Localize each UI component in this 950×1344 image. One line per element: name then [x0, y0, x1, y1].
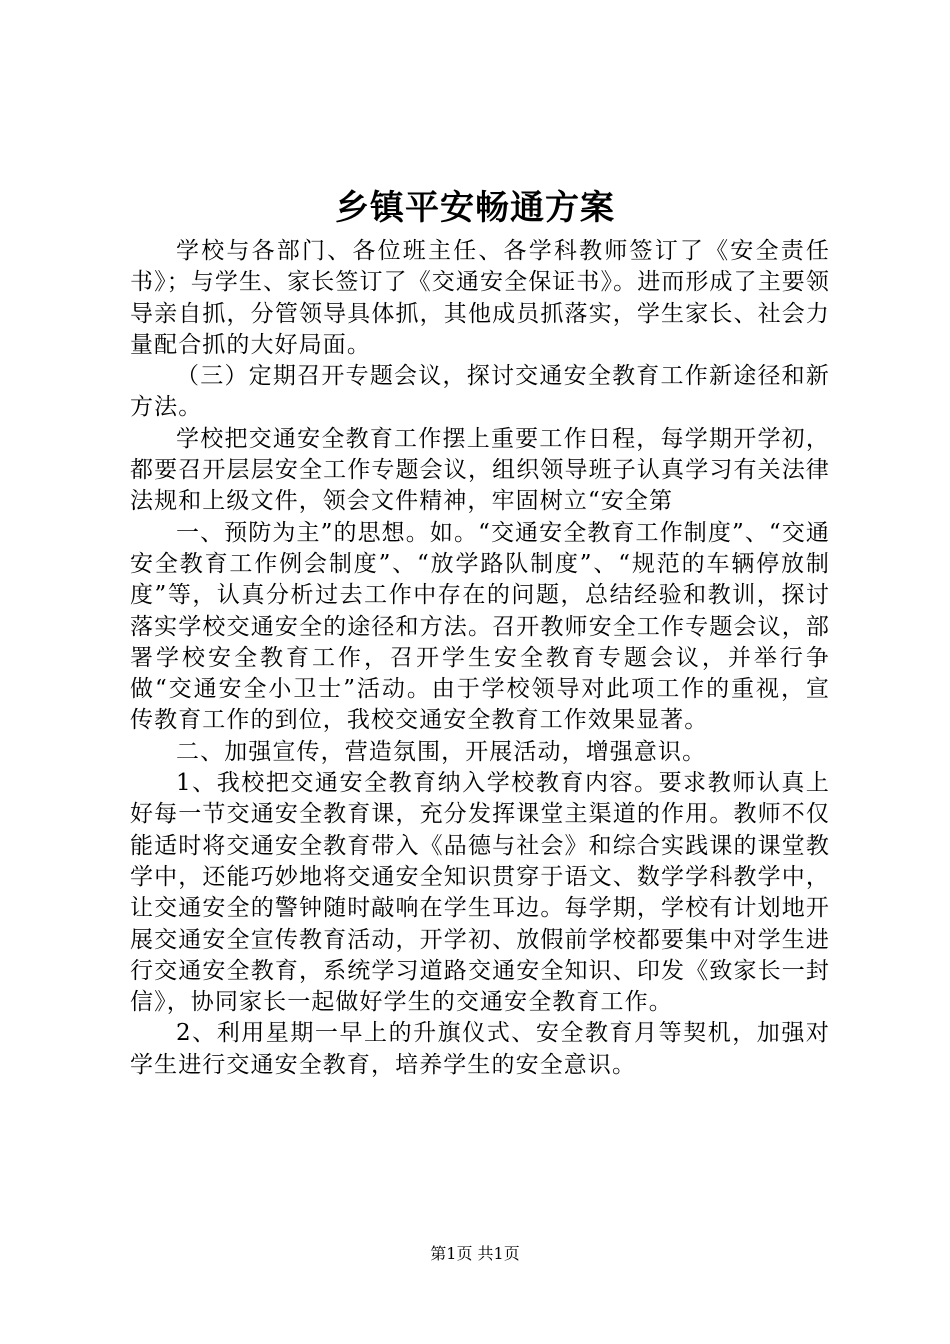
- paragraph-6: 1、我校把交通安全教育纳入学校教育内容。要求教师认真上好每一节交通安全教育课，充分发挥课堂主渠道的作用。教师不仅能适时将交通安全教育带入《品德与社会》和综合实践课的课堂教学中，还能巧妙地将交通安全知识贯穿于语文、数学学科教学中，让交通安全的警钟随时敲响在学生耳边。每学期，学校有计划地开展交通安全宣传教育活动，开学初、放假前学校都要集中对学生进行交通安全教育，系统学习道路交通安全知识、印发《致家长一封信》，协同家长一起做好学生的交通安全教育工作。: [130, 770, 830, 1016]
- paragraph-5: 二、加强宣传，营造氛围，开展活动，增强意识。: [176, 738, 707, 765]
- paragraph-2: （三）定期召开专题会议，探讨交通安全教育工作新途径和新方法。: [130, 363, 830, 421]
- paragraph-1: 学校与各部门、各位班主任、各学科教师签订了《安全责任书》；与学生、家长签订了《交通安全保证书》。进而形成了主要领导亲自抓，分管领导具体抓，其他成员抓落实，学生家长、社会力量配合抓的大好局面。: [130, 238, 830, 358]
- paragraph-4: 一、预防为主”的思想。如。“交通安全教育工作制度”、“交通安全教育工作例会制度”、“放学路队制度”、“规范的车辆停放制度”等，认真分析过去工作中存在的问题，总结经验和教训，探讨落实学校交通安全的途径和方法。召开教师安全工作专题会议，部署学校安全教育工作，召开学生安全教育专题会议，并举行争做“交通安全小卫士”活动。由于学校领导对此项工作的重视，宣传教育工作的到位，我校交通安全教育工作效果显著。: [130, 519, 830, 734]
- paragraph-3: 学校把交通安全教育工作摆上重要工作日程，每学期开学初，都要召开层层安全工作专题会议，组织领导班子认真学习有关法律法规和上级文件，领会文件精神，牢固树立“安全第: [130, 425, 830, 515]
- document-title: 乡镇平安畅通方案: [335, 188, 615, 228]
- page-footer: 第1页 共1页: [430, 1244, 520, 1263]
- paragraph-7: 2、利用星期一早上的升旗仪式、安全教育月等契机，加强对学生进行交通安全教育，培养学生的安全意识。: [130, 1020, 830, 1078]
- document-body: [130, 236, 830, 1081]
